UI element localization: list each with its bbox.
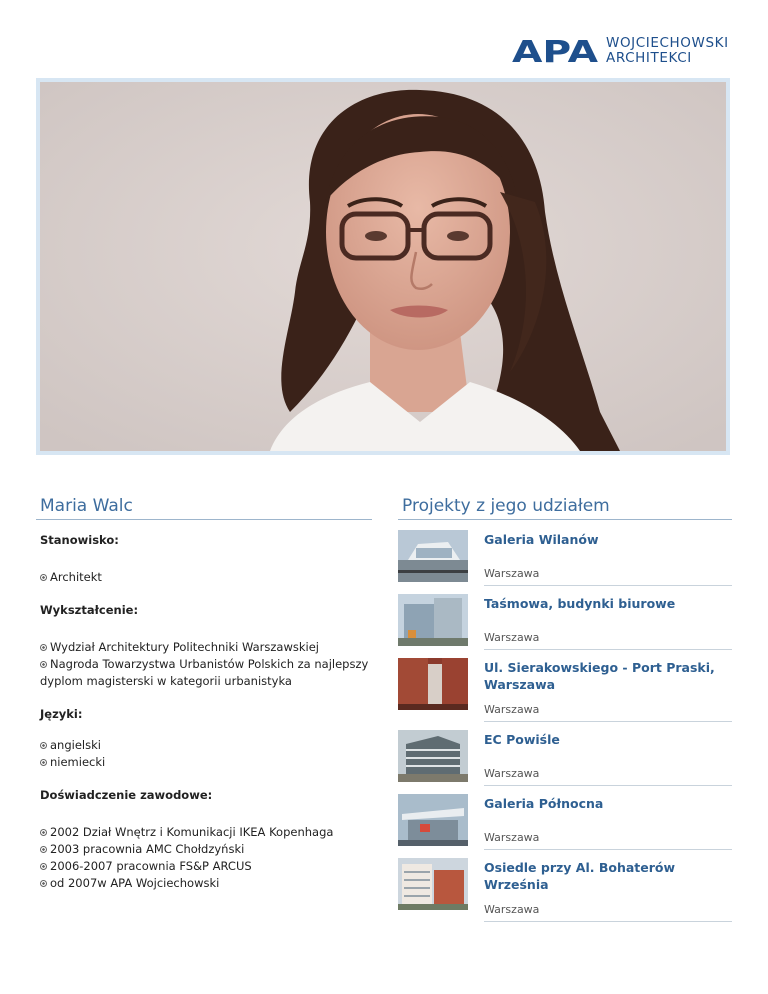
bullet-icon <box>40 661 47 668</box>
list-item: 2006-2007 pracownia FS&P ARCUS <box>40 858 372 875</box>
list-item: Architekt <box>40 569 372 586</box>
projects-heading: Projekty z jego udziałem <box>398 496 732 520</box>
apa-logo-mark <box>512 38 600 64</box>
bullet-icon <box>40 759 47 766</box>
bullet-icon <box>40 846 47 853</box>
list-item: od 2007w APA Wojciechowski <box>40 875 372 892</box>
project-thumbnail[interactable] <box>398 730 468 782</box>
bullet-icon <box>40 574 47 581</box>
project-info <box>484 858 732 922</box>
list-item: angielski <box>40 737 372 754</box>
languages-list <box>40 737 372 771</box>
experience-list <box>40 824 372 892</box>
project-info <box>484 594 732 650</box>
logo-line-2: ARCHITEKCI <box>606 50 692 66</box>
bio-heading-experience: Doświadczenie zawodowe: <box>40 788 213 802</box>
project-info <box>484 730 732 786</box>
project-thumbnail[interactable] <box>398 658 468 710</box>
bio-heading-education: Wykształcenie: <box>40 603 139 617</box>
bullet-icon <box>40 644 47 651</box>
project-city: Warszawa <box>484 631 540 644</box>
person-name: Maria Walc <box>36 496 372 520</box>
project-title-link[interactable]: Ul. Sierakowskiego - Port Praski, Warszawa <box>484 660 715 692</box>
project-info <box>484 794 732 850</box>
bio-heading-languages: Języki: <box>40 707 83 721</box>
logo-line-1: WOJCIECHOWSKI <box>606 35 729 51</box>
project-title-link[interactable]: Galeria Wilanów <box>484 532 599 547</box>
project-item[interactable] <box>398 794 732 850</box>
bio-column <box>36 496 372 892</box>
project-city: Warszawa <box>484 767 540 780</box>
bio-details <box>36 533 372 892</box>
project-thumbnail[interactable] <box>398 530 468 582</box>
project-info <box>484 530 732 586</box>
list-item: niemiecki <box>40 754 372 771</box>
portrait-photo <box>40 82 726 451</box>
projects-column <box>398 496 732 922</box>
portrait-frame <box>36 78 730 455</box>
project-title-link[interactable]: Osiedle przy Al. Bohaterów Września <box>484 860 676 892</box>
project-title-link[interactable]: EC Powiśle <box>484 732 560 747</box>
project-title-link[interactable]: Taśmowa, budynki biurowe <box>484 596 676 611</box>
project-city: Warszawa <box>484 703 540 716</box>
project-city: Warszawa <box>484 567 540 580</box>
bullet-icon <box>40 880 47 887</box>
bullet-icon <box>40 863 47 870</box>
svg-text:APA: APA <box>512 38 600 64</box>
bullet-icon <box>40 829 47 836</box>
project-info <box>484 658 732 722</box>
project-city: Warszawa <box>484 903 540 916</box>
bullet-icon <box>40 742 47 749</box>
list-item: 2002 Dział Wnętrz i Komunikacji IKEA Kopenhaga <box>40 824 372 841</box>
project-thumbnail[interactable] <box>398 858 468 910</box>
project-item[interactable] <box>398 658 732 722</box>
list-item: 2003 pracownia AMC Chołdzyński <box>40 841 372 858</box>
bio-heading-position: Stanowisko: <box>40 533 119 547</box>
education-list <box>40 639 372 690</box>
list-item: Nagroda Towarzystwa Urbanistów Polskich za najlepszy dyplom magisterski w kategorii urbanistyka <box>40 657 369 688</box>
project-item[interactable] <box>398 730 732 786</box>
project-thumbnail[interactable] <box>398 594 468 646</box>
project-item[interactable] <box>398 530 732 586</box>
position-list <box>40 569 372 586</box>
list-item: Wydział Architektury Politechniki Warszawskiej <box>40 639 372 656</box>
company-logo <box>512 34 734 68</box>
project-city: Warszawa <box>484 831 540 844</box>
logo-wordmark <box>606 36 729 66</box>
project-item[interactable] <box>398 858 732 922</box>
project-thumbnail[interactable] <box>398 794 468 846</box>
project-item[interactable] <box>398 594 732 650</box>
project-title-link[interactable]: Galeria Północna <box>484 796 604 811</box>
